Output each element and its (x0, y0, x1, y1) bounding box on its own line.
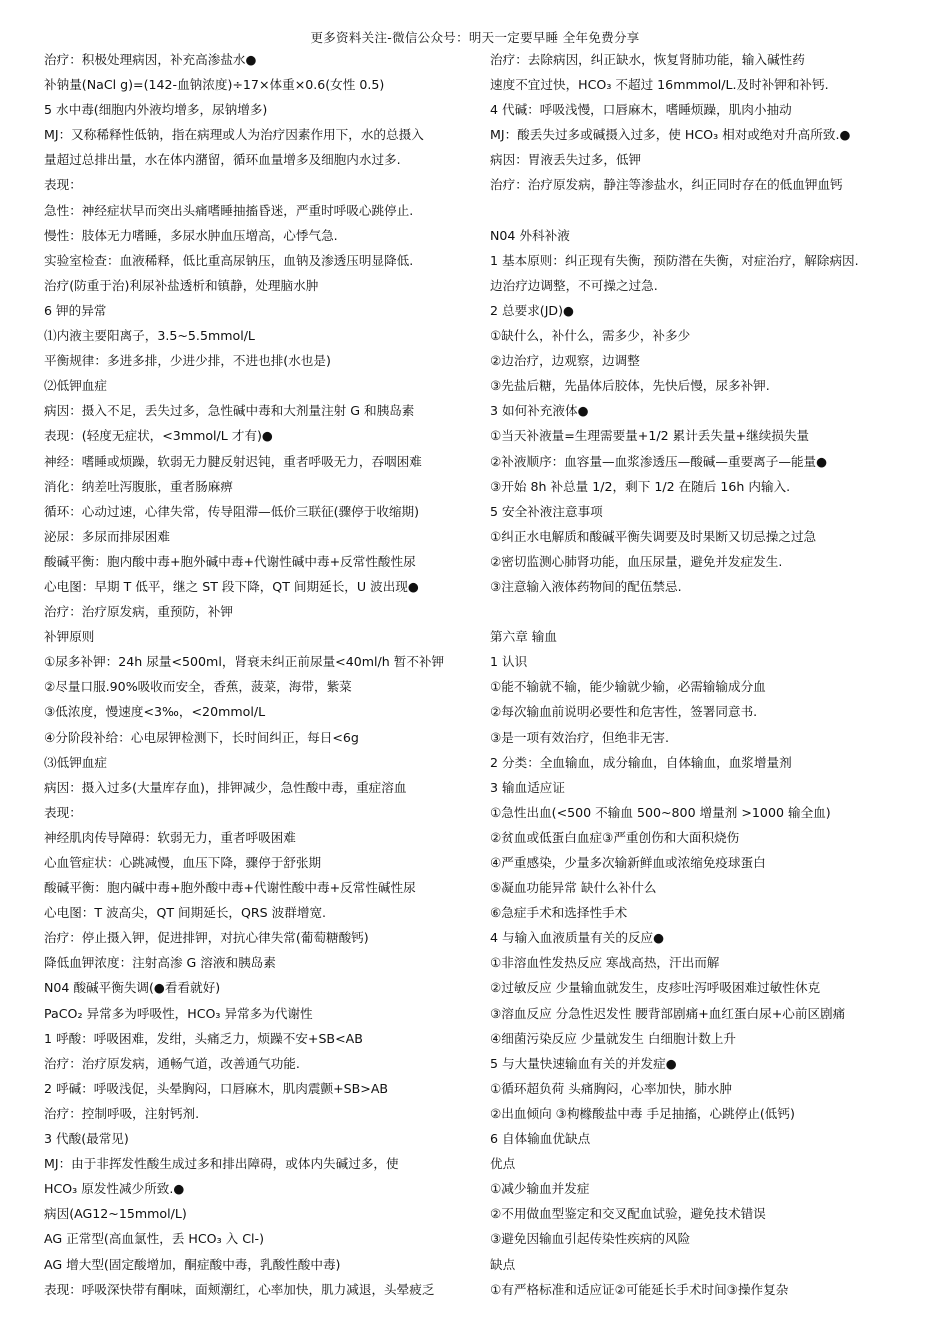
right-text-line: N04 外科补液 (490, 227, 570, 243)
left-text-line: 3 代酸(最常见) (44, 1131, 129, 1147)
right-text-line: ③开始 8h 补总量 1/2，剩下 1/2 在随后 16h 内输入. (490, 478, 791, 494)
right-text-line: ①纠正水电解质和酸碱平衡失调要及时果断又切忌操之过急 (490, 528, 817, 544)
left-text-line: 表现：呼吸深快带有酮味，面颊潮红，心率加快，肌力减退，头晕疲乏 (44, 1281, 435, 1297)
right-text-line: 治疗：治疗原发病，静注等渗盐水，纠正同时存在的低血钾血钙 (490, 177, 843, 193)
right-text-line: ②每次输血前说明必要性和危害性，签署同意书. (490, 704, 758, 720)
left-text-line: 病因：摄入不足，丢失过多，急性碱中毒和大剂量注射 G 和胰岛素 (44, 403, 415, 419)
left-text-line: 2 呼碱：呼吸浅促，头晕胸闷，口唇麻木，肌肉震颤+SB>AB (44, 1080, 389, 1096)
page-header: 更多资料关注-微信公众号：明天一定要早睡 全年免费分享 (310, 30, 640, 45)
left-text-line: 表现：(轻度无症状，<3mmol/L 才有)● (44, 428, 273, 444)
left-text-line: ②尽量口服.90%吸收而安全，香蕉，菠菜，海带，紫菜 (44, 679, 352, 695)
left-text-line: 泌尿：多尿而排尿困难 (44, 528, 170, 544)
right-text-line: ④严重感染，少量多次输新鲜血或浓缩免疫球蛋白 (490, 855, 766, 870)
left-text-line: 治疗：治疗原发病，重预防，补钾 (44, 604, 233, 620)
left-text-line: 降低血钾浓度：注射高渗 G 溶液和胰岛素 (44, 955, 276, 971)
left-text-line: ④分阶段补给：心电尿钾检测下，长时间纠正，每日<6g (44, 729, 359, 745)
left-text-line: 病因(AG12~15mmol/L) (44, 1206, 187, 1222)
left-text-line: 治疗：治疗原发病，通畅气道，改善通气功能. (44, 1055, 300, 1071)
right-text-line: ①当天补液量=生理需要量+1/2 累计丢失量+继续损失量 (490, 428, 810, 444)
left-text-line: 5 水中毒(细胞内外液均增多，尿钠增多) (44, 102, 268, 118)
left-text-line: 治疗：积极处理病因，补充高渗盐水● (44, 52, 257, 67)
right-text-line: MJ：酸丢失过多或碱摄入过多，使 HCO₃ 相对或绝对升高所致.● (490, 127, 851, 143)
right-text-line (490, 198, 910, 223)
right-text-line: 缺点 (490, 1256, 516, 1272)
right-text-line: 4 代碱：呼吸浅慢，口唇麻木，嗜睡烦躁，肌肉小抽动 (490, 102, 792, 118)
left-text-line: 补钠量(NaCl g)=(142-血钠浓度)÷17×体重×0.6(女性 0.5) (44, 77, 385, 93)
left-text-line: 病因：摄入过多(大量库存血)，排钾减少，急性酸中毒，重症溶血 (44, 779, 407, 795)
left-text-line: ⑴内液主要阳离子，3.5~5.5mmol/L (44, 328, 255, 344)
right-text-line: ①减少输血并发症 (490, 1181, 590, 1197)
right-text-line: ③先盐后糖，先晶体后胶体，先快后慢，尿多补钾. (490, 378, 770, 394)
left-text-line: ⑶低钾血症 (44, 754, 107, 770)
right-text-line: ③注意输入液体药物间的配伍禁忌. (490, 578, 682, 594)
right-text-line: ②出血倾向 ③枸橼酸盐中毒 手足抽搐，心跳停止(低钙) (490, 1105, 795, 1121)
right-text-line: ②过敏反应 少量输血就发生，皮疹吐泻呼吸困难过敏性休克 (490, 980, 821, 996)
left-text-line: 治疗：控制呼吸，注射钙剂. (44, 1105, 200, 1121)
right-text-line: 5 与大量快速输血有关的并发症● (490, 1055, 677, 1071)
left-text-line: 表现： (44, 804, 82, 820)
right-column (490, 47, 910, 1302)
right-text-line: 5 安全补液注意事项 (490, 503, 603, 519)
right-text-line: ②补液顺序：血容量—血浆渗透压—酸碱—重要离子—能量● (490, 453, 828, 469)
right-text-line: ⑤凝血功能异常 缺什么补什么 (490, 880, 657, 896)
left-text-line: 慢性：肢体无力嗜睡，多尿水肿血压增高，心悸气急. (44, 227, 338, 243)
right-text-line: 2 总要求(JD)● (490, 302, 575, 318)
right-text-line: ④细菌污染反应 少量就发生 白细胞计数上升 (490, 1030, 736, 1046)
left-text-line: MJ：由于非挥发性酸生成过多和排出障碍，或体内失碱过多，使 (44, 1156, 399, 1172)
left-text-line: 神经肌肉传导障碍：软弱无力，重者呼吸困难 (44, 829, 296, 845)
right-text-line: ②贫血或低蛋白血症③严重创伤和大面积烧伤 (490, 829, 740, 845)
right-text-line: ①有严格标准和适应证②可能延长手术时间③操作复杂 (490, 1281, 789, 1297)
left-text-line: AG 增大型(固定酸增加，酮症酸中毒，乳酸性酸中毒) (44, 1256, 341, 1272)
right-text-line: ②不用做血型鉴定和交叉配血试验，避免技术错误 (490, 1206, 766, 1222)
left-text-line: 酸碱平衡：胞内碱中毒+胞外酸中毒+代谢性酸中毒+反常性碱性尿 (44, 880, 416, 896)
right-text-line: ①能不输就不输，能少输就少输，必需输输成分血 (490, 679, 766, 695)
right-text-line: 1 认识 (490, 654, 528, 670)
left-text-line: 表现： (44, 177, 82, 193)
right-text-line: 3 输血适应证 (490, 779, 565, 795)
right-text-line (490, 599, 910, 624)
left-column (44, 47, 484, 1302)
left-text-line: N04 酸碱平衡失调(●看看就好) (44, 980, 221, 996)
right-text-line: 治疗：去除病因，纠正缺水，恢复肾肺功能，输入碱性药 (490, 52, 805, 67)
left-text-line: 心血管症状：心跳减慢，血压下降，骤停于舒张期 (44, 855, 322, 870)
left-text-line: 1 呼酸：呼吸困难，发绀，头痛乏力，烦躁不安+SB<AB (44, 1030, 363, 1046)
left-text-line: MJ：又称稀释性低钠，指在病理或人为治疗因素作用下，水的总摄入 (44, 127, 424, 143)
left-text-line: ③低浓度，慢速度<3‰，<20mmol/L (44, 704, 266, 720)
right-text-line: ③是一项有效治疗，但绝非无害. (490, 729, 670, 745)
left-text-line: 补钾原则 (44, 629, 95, 645)
left-text-line: HCO₃ 原发性减少所致.● (44, 1181, 185, 1197)
right-text-line: ②密切监测心肺肾功能，血压尿量，避免并发症发生. (490, 553, 783, 569)
left-text-line: 循环：心动过速，心律失常，传导阻滞—低价三联征(骤停于收缩期) (44, 503, 420, 519)
left-text-line: ①尿多补钾：24h 尿量<500ml，肾衰未纠正前尿量<40ml/h 暂不补钾 (44, 654, 445, 670)
right-text-line: 第六章 输血 (490, 629, 557, 645)
right-text-line: ③溶血反应 分急性迟发性 腰背部剧痛+血红蛋白尿+心前区剧痛 (490, 1005, 846, 1021)
right-text-line: 优点 (490, 1156, 516, 1172)
right-text-line: ⑥急症手术和选择性手术 (490, 905, 628, 921)
right-text-line: 速度不宜过快，HCO₃ 不超过 16mmmol/L.及时补钾和补钙. (490, 77, 829, 93)
right-text-line: 病因：胃液丢失过多，低钾 (490, 152, 642, 168)
right-text-line: 3 如何补充液体● (490, 403, 589, 419)
right-text-line: 2 分类：全血输血，成分输血，自体输血，血浆增量剂 (490, 754, 792, 770)
left-text-line: 平衡规律：多进多排，少进少排，不进也排(水也是) (44, 353, 331, 369)
left-text-line: AG 正常型(高血氯性，丢 HCO₃ 入 Cl-) (44, 1231, 264, 1247)
right-text-line: ②边治疗，边观察，边调整 (490, 353, 640, 369)
left-text-line: 急性：神经症状早而突出头痛嗜睡抽搐昏迷，严重时呼吸心跳停止. (44, 202, 414, 218)
right-text-line: ①缺什么，补什么，需多少，补多少 (490, 328, 691, 344)
left-text-line: 心电图：早期 T 低平，继之 ST 段下降，QT 间期延长，U 波出现● (44, 578, 419, 594)
right-text-line: 边治疗边调整，不可操之过急. (490, 277, 658, 293)
right-text-line: 1 基本原则：纠正现有失衡，预防潜在失衡，对症治疗，解除病因. (490, 252, 859, 268)
right-text-line: ①循环超负荷 头痛胸闷，心率加快，肺水肿 (490, 1080, 732, 1096)
left-text-line: ⑵低钾血症 (44, 378, 107, 394)
left-text-line: 量超过总排出量，水在体内潴留，循环血量增多及细胞内水过多. (44, 152, 401, 168)
left-text-line: 治疗(防重于治)利尿补盐透析和镇静，处理脑水肿 (44, 277, 319, 293)
left-text-line: PaCO₂ 异常多为呼吸性，HCO₃ 异常多为代谢性 (44, 1005, 313, 1021)
right-text-line: 4 与输入血液质量有关的反应● (490, 930, 665, 946)
left-text-line: 酸碱平衡：胞内酸中毒+胞外碱中毒+代谢性碱中毒+反常性酸性尿 (44, 553, 416, 569)
right-text-line: 6 自体输血优缺点 (490, 1131, 591, 1147)
left-text-line: 治疗：停止摄入钾，促进排钾，对抗心律失常(葡萄糖酸钙) (44, 930, 369, 946)
left-text-line: 消化：纳差吐泻腹胀，重者肠麻痹 (44, 478, 233, 494)
right-text-line: ①非溶血性发热反应 寒战高热，汗出而解 (490, 955, 720, 971)
left-text-line: 实验室检查：血液稀释，低比重高尿钠压，血钠及渗透压明显降低. (44, 252, 414, 268)
right-text-line: ①急性出血(<500 不输血 500~800 增量剂 >1000 输全血) (490, 804, 831, 820)
right-text-line: ③避免因输血引起传染性疾病的风险 (490, 1231, 691, 1247)
left-text-line: 6 钾的异常 (44, 302, 107, 318)
left-text-line: 心电图：T 波高尖，QT 间期延长，QRS 波群增宽. (44, 905, 327, 921)
left-text-line: 神经：嗜睡或烦躁，软弱无力腱反射迟钝，重者呼吸无力，吞咽困难 (44, 453, 422, 469)
